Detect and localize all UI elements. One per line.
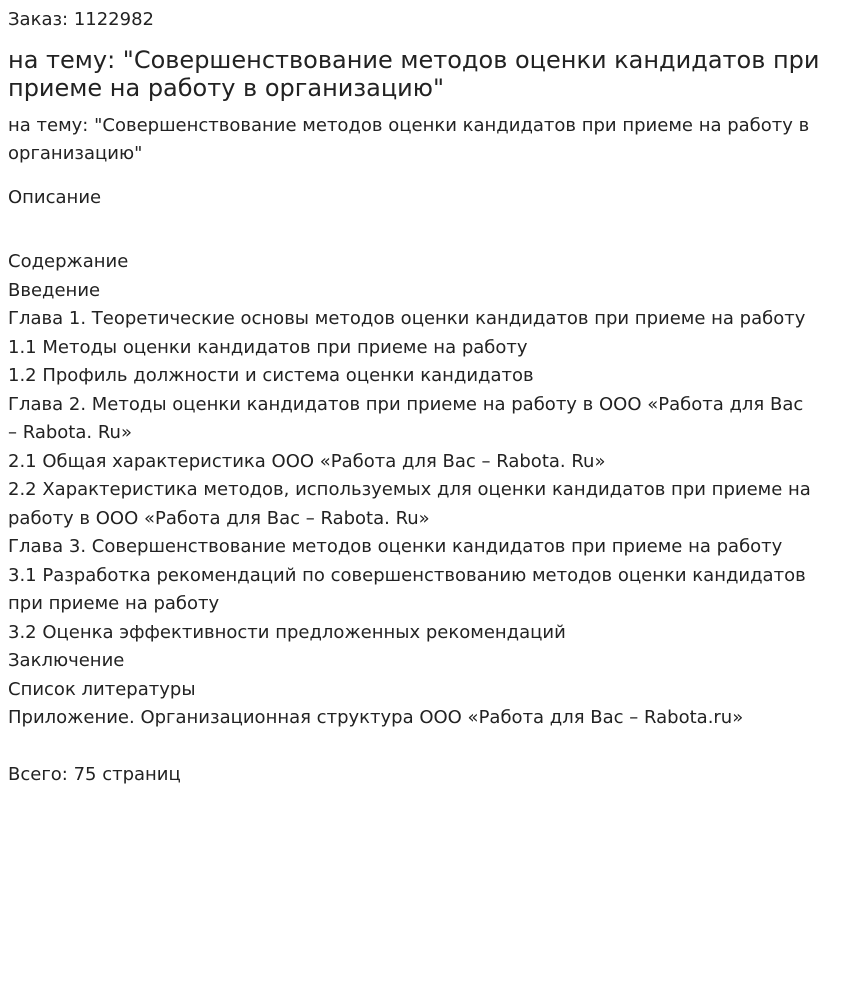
toc-item-1-2: 1.2 Профиль должности и система оценки кандидатов	[8, 365, 534, 386]
toc-item-references: Список литературы	[8, 678, 196, 700]
toc-item-2-2: 2.2 Характеристика методов, используемых для оценки кандидатов при приеме на работу в ООО «Работа для Вас – Rabota. Ru»	[8, 479, 811, 529]
description-heading: Описание	[8, 187, 102, 208]
toc-item-chapter-1: Глава 1. Теоретические основы методов оценки кандидатов при приеме на работу	[8, 308, 806, 329]
toc-heading: Содержание	[8, 251, 129, 272]
toc-item-introduction: Введение	[8, 279, 101, 301]
toc-item-chapter-2-continued: – Rabota. Ru»	[8, 422, 132, 443]
toc-item-chapter-3: Глава 3. Совершенствование методов оценки кандидатов при приеме на работу	[8, 536, 783, 557]
toc-item-2-1: 2.1 Общая характеристика ООО «Работа для Вас – Rabota. Ru»	[8, 450, 606, 472]
toc-item-1-1: 1.1 Методы оценки кандидатов при приеме на работу	[8, 336, 528, 358]
toc-item-3-1: 3.1 Разработка рекомендаций по совершенствованию методов оценки кандидатов при приеме на работу	[8, 564, 806, 614]
toc-item-3-2: 3.2 Оценка эффективности предложенных рекомендаций	[8, 621, 566, 643]
toc-item-appendix: Приложение. Организационная структура ООО «Работа для Вас – Rabota.ru»	[8, 707, 744, 728]
toc-item-conclusion: Заключение	[8, 650, 125, 671]
table-of-contents	[8, 248, 839, 733]
page-title: на тему: "Совершенствование методов оценки кандидатов при приеме на работу в организацию"	[8, 46, 820, 102]
page-subtitle: на тему: "Совершенствование методов оценки кандидатов при приеме на работу в организацию"	[8, 115, 810, 164]
toc-item-chapter-2: Глава 2. Методы оценки кандидатов при приеме на работу в ООО «Работа для Вас	[8, 393, 804, 415]
order-number: Заказ: 1122982	[8, 9, 154, 30]
page-count: Всего: 75 страниц	[8, 763, 181, 785]
